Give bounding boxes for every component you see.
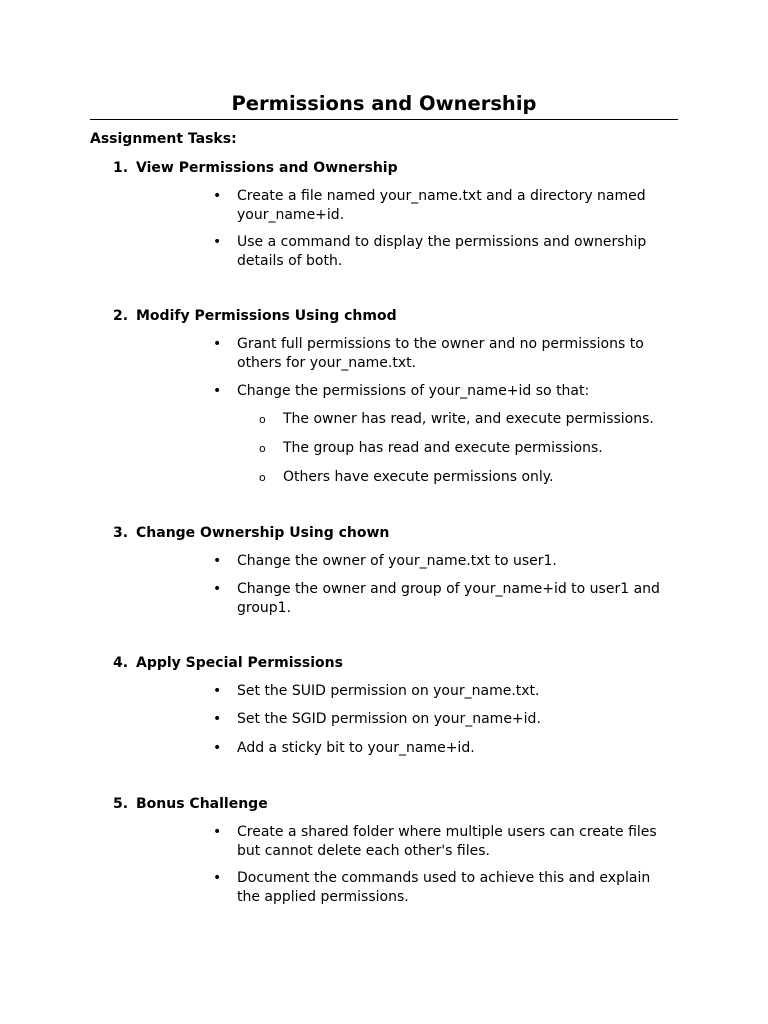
- list-item: Set the SGID permission on your_name+id.: [237, 711, 541, 727]
- bullet-icon: •: [213, 383, 222, 399]
- page-title: Permissions and Ownership: [231, 92, 537, 115]
- list-item: Document the commands used to achieve this and explain the applied permissions.: [237, 870, 651, 905]
- sub-list-item: The owner has read, write, and execute permissions.: [283, 411, 654, 427]
- list-item: Create a shared folder where multiple users can create files but cannot delete each other's files.: [237, 824, 657, 859]
- task-title: Modify Permissions Using chmod: [136, 308, 397, 324]
- bullet-icon: •: [213, 711, 222, 727]
- list-item: Add a sticky bit to your_name+id.: [237, 740, 475, 756]
- list-item: Create a file named your_name.txt and a directory named your_name+id.: [237, 188, 646, 223]
- task-title: View Permissions and Ownership: [136, 160, 398, 176]
- list-item: Set the SUID permission on your_name.txt.: [237, 683, 540, 699]
- sub-bullet-icon: o: [259, 471, 266, 484]
- title-underline: [90, 119, 678, 120]
- list-item: Change the owner of your_name.txt to user1.: [237, 553, 557, 569]
- sub-list-item: The group has read and execute permissions.: [283, 440, 603, 456]
- task-number: 5.: [113, 796, 129, 812]
- sub-bullet-icon: o: [259, 442, 266, 455]
- list-item: Change the permissions of your_name+id so that:: [237, 383, 590, 399]
- task-number: 2.: [113, 308, 129, 324]
- sub-list-item: Others have execute permissions only.: [283, 469, 554, 485]
- task-number: 3.: [113, 525, 129, 541]
- task-title: Bonus Challenge: [136, 796, 268, 812]
- list-item: Grant full permissions to the owner and no permissions to others for your_name.txt.: [237, 336, 644, 371]
- bullet-icon: •: [213, 870, 222, 886]
- section-heading: Assignment Tasks:: [90, 131, 237, 147]
- bullet-icon: •: [213, 234, 222, 250]
- bullet-icon: •: [213, 581, 222, 597]
- task-title: Apply Special Permissions: [136, 655, 343, 671]
- sub-bullet-icon: o: [259, 413, 266, 426]
- bullet-icon: •: [213, 188, 222, 204]
- bullet-icon: •: [213, 824, 222, 840]
- task-number: 4.: [113, 655, 129, 671]
- task-title: Change Ownership Using chown: [136, 525, 390, 541]
- bullet-icon: •: [213, 740, 222, 756]
- list-item: Change the owner and group of your_name+id to user1 and group1.: [237, 581, 660, 616]
- list-item: Use a command to display the permissions and ownership details of both.: [237, 234, 647, 269]
- bullet-icon: •: [213, 553, 222, 569]
- task-number: 1.: [113, 160, 129, 176]
- bullet-icon: •: [213, 683, 222, 699]
- bullet-icon: •: [213, 336, 222, 352]
